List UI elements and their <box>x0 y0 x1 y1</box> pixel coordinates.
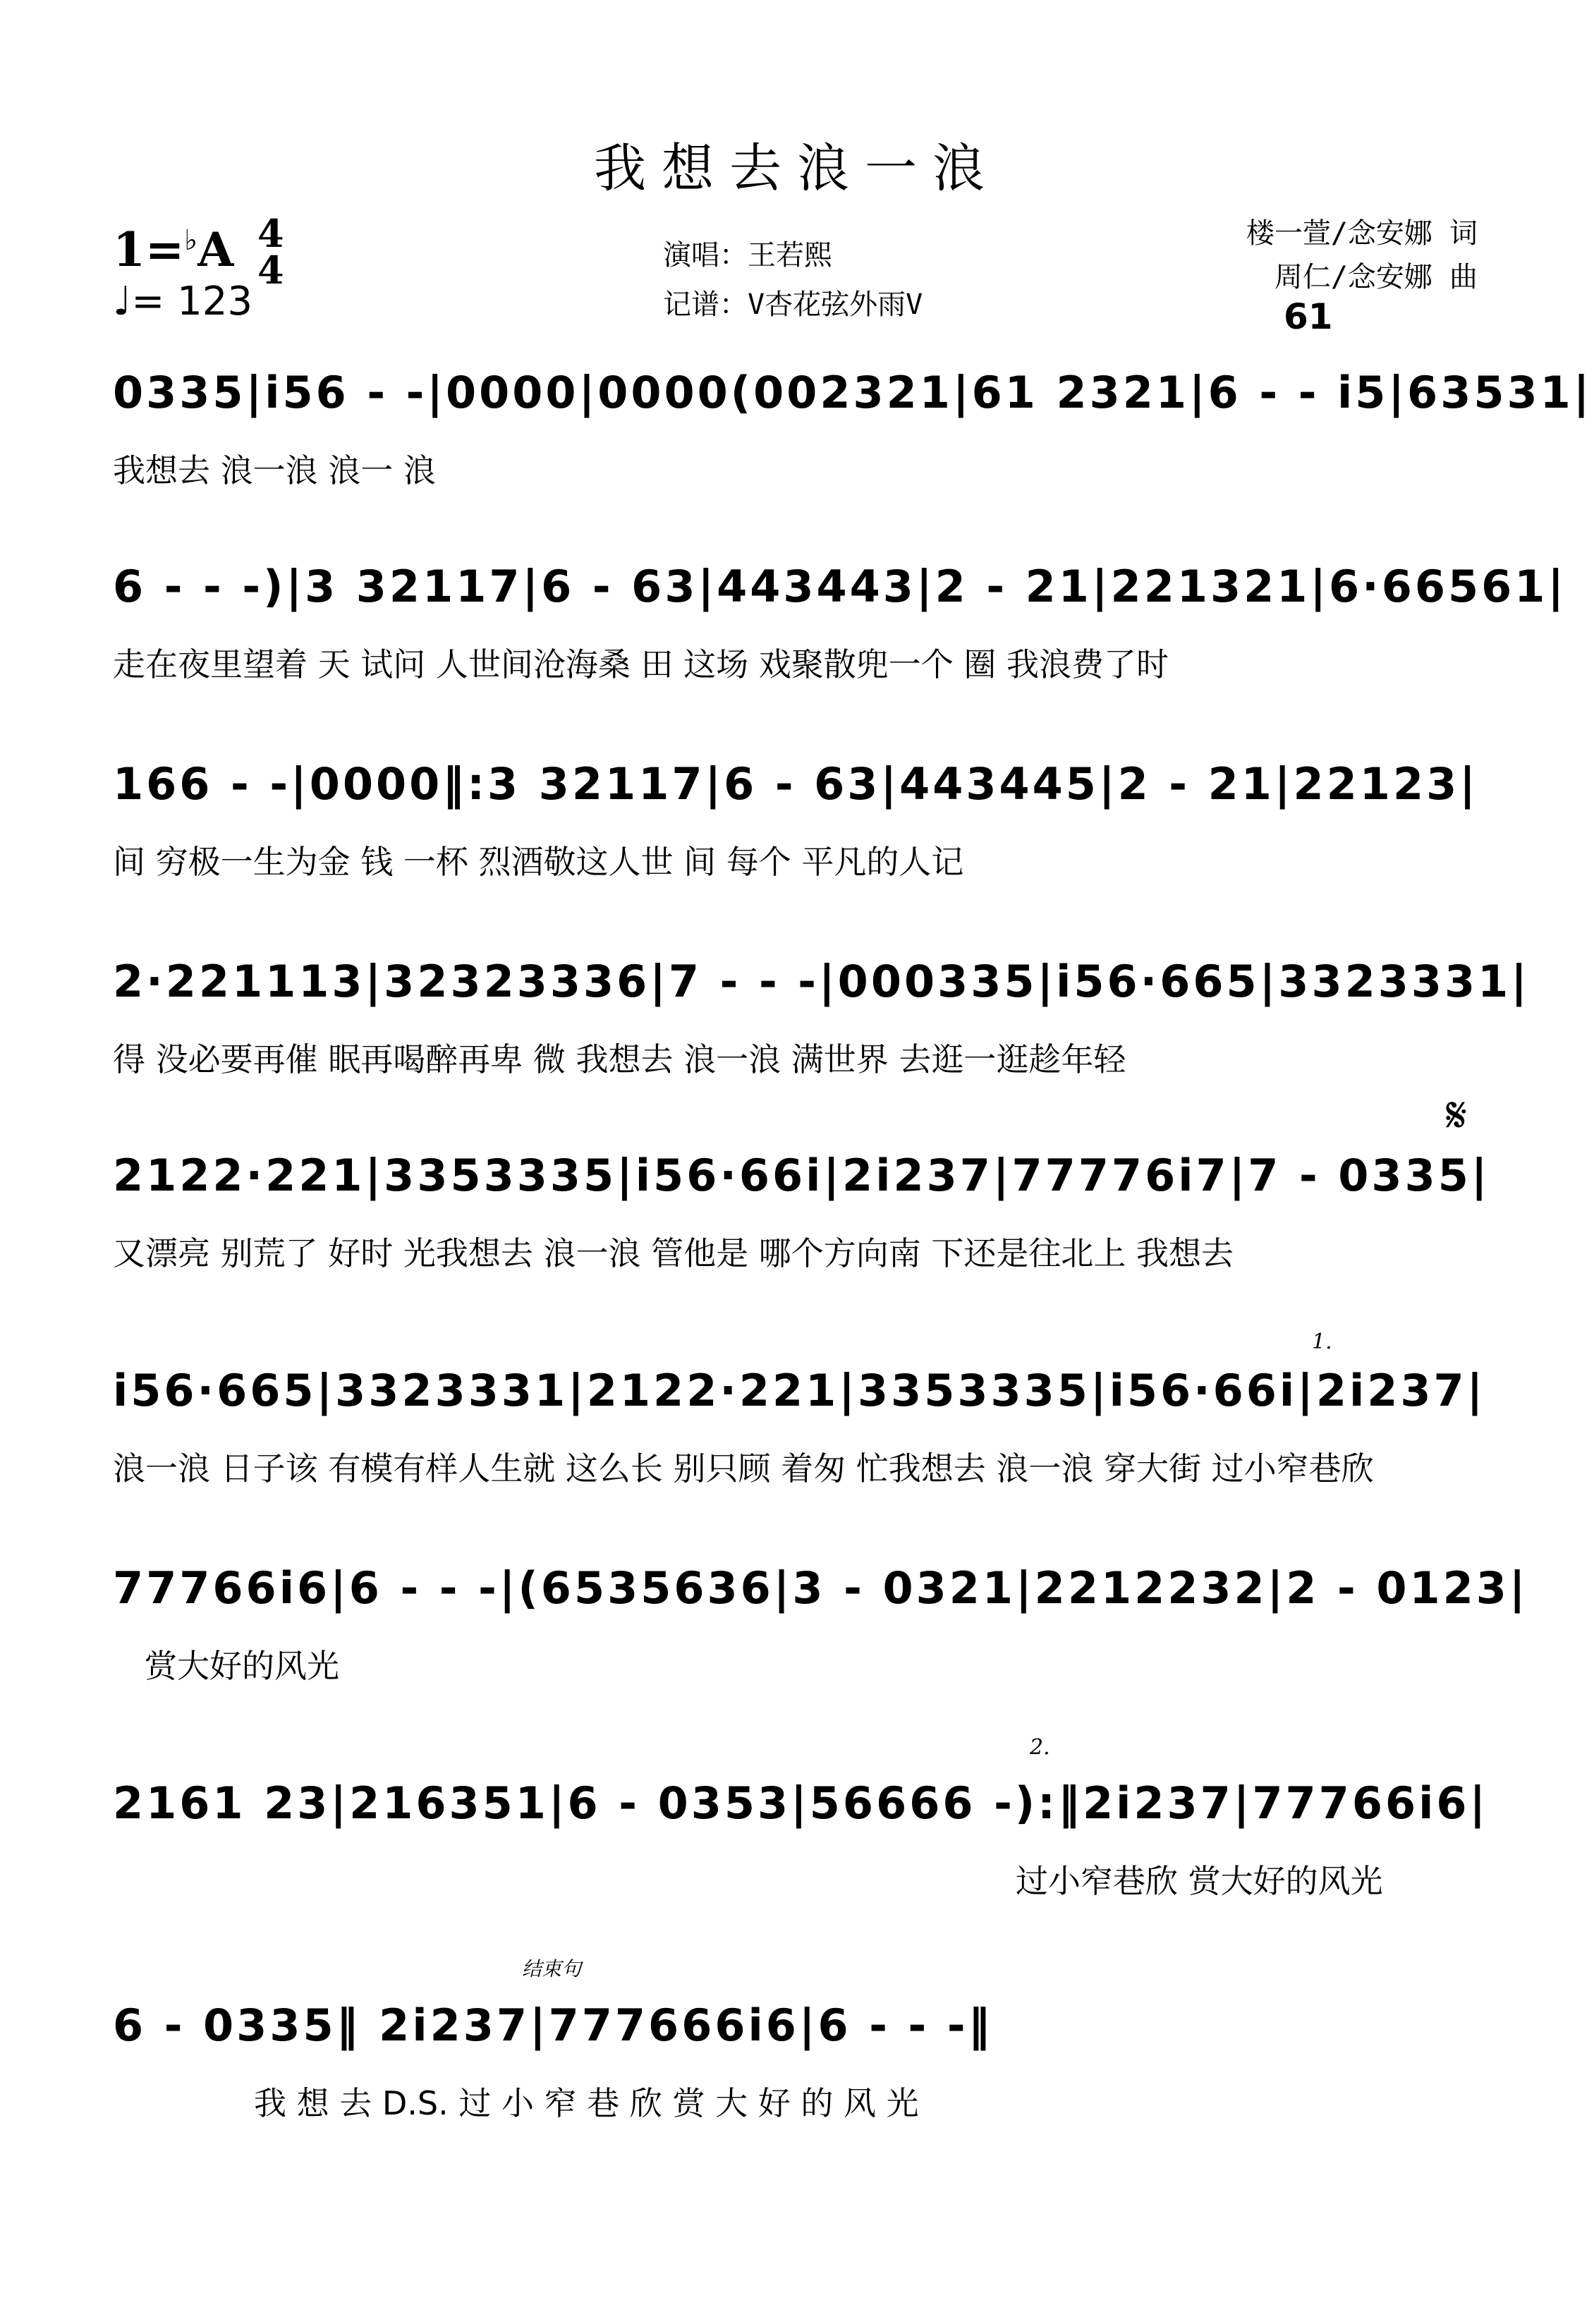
score-row-4 <box>113 956 1530 1081</box>
tempo-marking: ♩= 123 <box>113 279 253 324</box>
score-row-5 <box>113 1150 1490 1274</box>
notes-line: 2·221113|32323336|7 - - -|000335|i56·665|3323331| <box>113 956 1530 1007</box>
notes-line: 2161 23|216351|6 - 0353|56666 -):‖2i237|77766i6| <box>113 1777 1489 1829</box>
score-row-2 <box>113 561 1567 686</box>
flat-icon: ♭ <box>184 224 198 257</box>
ending-label: 结束句 <box>522 1957 582 1981</box>
notes-line: 166 - -|0000‖:3 32117|6 - 63|443445|2 - 21|22123| <box>113 758 1478 810</box>
notes-line: 6 - - -)|3 32117|6 - 63|443443|2 - 21|221321|6·66561| <box>113 561 1567 612</box>
lyrics-line: 我 想 去 D.S. 过 小 窄 巷 欣 赏 大 好 的 风 光 <box>254 2084 919 2122</box>
lyrics-line: 我想去 浪一浪 浪一 浪 <box>113 451 436 489</box>
lyrics-line: 赏大好的风光 <box>145 1647 339 1685</box>
page-title: 我想去浪一浪 <box>594 138 1000 199</box>
composer-credit: 周仁/念安娜 曲 <box>1274 261 1478 293</box>
volta-2: 2. <box>1030 1735 1050 1760</box>
lyrics-line: 间 穷极一生为金 钱 一杯 烈酒敬这人世 间 每个 平凡的人记 <box>113 843 964 881</box>
singer-credit: 演唱：王若熙 <box>663 239 832 272</box>
lyrics-line: 走在夜里望着 天 试问 人世间沧海桑 田 这场 戏聚散兜一个 圈 我浪费了时 <box>113 645 1169 683</box>
segno-icon: 𝄋 <box>1446 1086 1468 1144</box>
score-row-9 <box>113 2000 1481 2124</box>
lyricist-credit: 楼一萱/念安娜 词 <box>1246 217 1478 250</box>
score-row-8 <box>113 1777 1489 1902</box>
score-row-1 <box>113 367 1593 492</box>
lyrics-line: 又漂亮 别荒了 好时 光我想去 浪一浪 管他是 哪个方向南 下还是往北上 我想去 <box>113 1234 1234 1272</box>
time-sig-top: 4 <box>257 211 284 256</box>
top-mark: 61 <box>1284 296 1333 337</box>
lyrics-line: 浪一浪 日子该 有模有样人生就 这么长 别只顾 着匆 忙我想去 浪一浪 穿大街 过小窄巷欣 <box>113 1449 1374 1488</box>
time-signature <box>257 211 284 293</box>
volta-1: 1. <box>1312 1330 1332 1354</box>
notation-credit: 记谱：V杏花弦外雨V <box>663 288 923 321</box>
score-row-7 <box>113 1562 1528 1687</box>
lyrics-line: 过小窄巷欣 赏大好的风光 <box>1016 1862 1383 1900</box>
notes-line: 0335|i56 - -|0000|0000(002321|61 2321|6 - - i5|63531| <box>113 367 1593 418</box>
notes-line: 2122·221|3353335|i56·66i|2i237|77776i7|7 - 0335| <box>113 1150 1490 1201</box>
key-prefix: 1= <box>113 222 185 277</box>
author-credits <box>1246 212 1478 299</box>
score-row-6 <box>113 1365 1486 1490</box>
notes-line: i56·665|3323331|2122·221|3353335|i56·66i|2i237| <box>113 1365 1486 1416</box>
score-row-3 <box>113 758 1481 883</box>
notes-line: 6 - 0335‖ 2i237|777666i6|6 - - -‖ <box>113 2000 993 2051</box>
notes-line: 77766i6|6 - - -|(6535636|3 - 0321|2212232|2 - 0123| <box>113 1562 1528 1614</box>
time-sig-bottom: 4 <box>257 248 284 293</box>
key-signature <box>113 222 233 277</box>
lyrics-line: 得 没必要再催 眠再喝醉再卑 微 我想去 浪一浪 满世界 去逛一逛趁年轻 <box>113 1040 1126 1078</box>
key-note: A <box>197 222 234 277</box>
